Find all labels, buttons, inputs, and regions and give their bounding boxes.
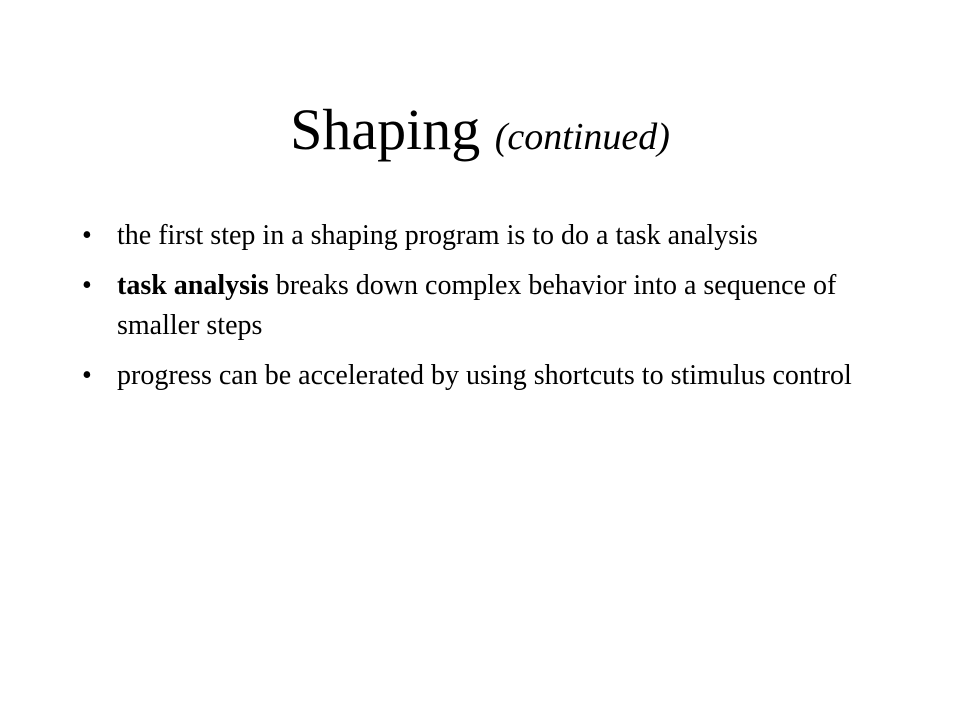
bullet-text: the first step in a shaping program is to do a task analysis — [117, 220, 758, 251]
slide-title — [0, 96, 960, 171]
bullet-item — [80, 356, 880, 396]
slide-title-suffix: (continued) — [494, 116, 670, 158]
bullet-dot-icon: • — [82, 360, 92, 391]
bullet-dot-icon: • — [82, 270, 92, 301]
bullet-text: breaks down complex behavior into a sequence of smaller steps — [117, 270, 837, 341]
bullet-list — [80, 216, 880, 406]
slide-title-main: Shaping — [290, 97, 481, 162]
bullet-item — [80, 216, 880, 256]
bullet-text: progress can be accelerated by using shortcuts to stimulus control — [117, 360, 852, 391]
bullet-item — [80, 266, 880, 346]
bullet-dot-icon: • — [82, 220, 92, 251]
bullet-bold-term: task analysis — [117, 270, 269, 301]
